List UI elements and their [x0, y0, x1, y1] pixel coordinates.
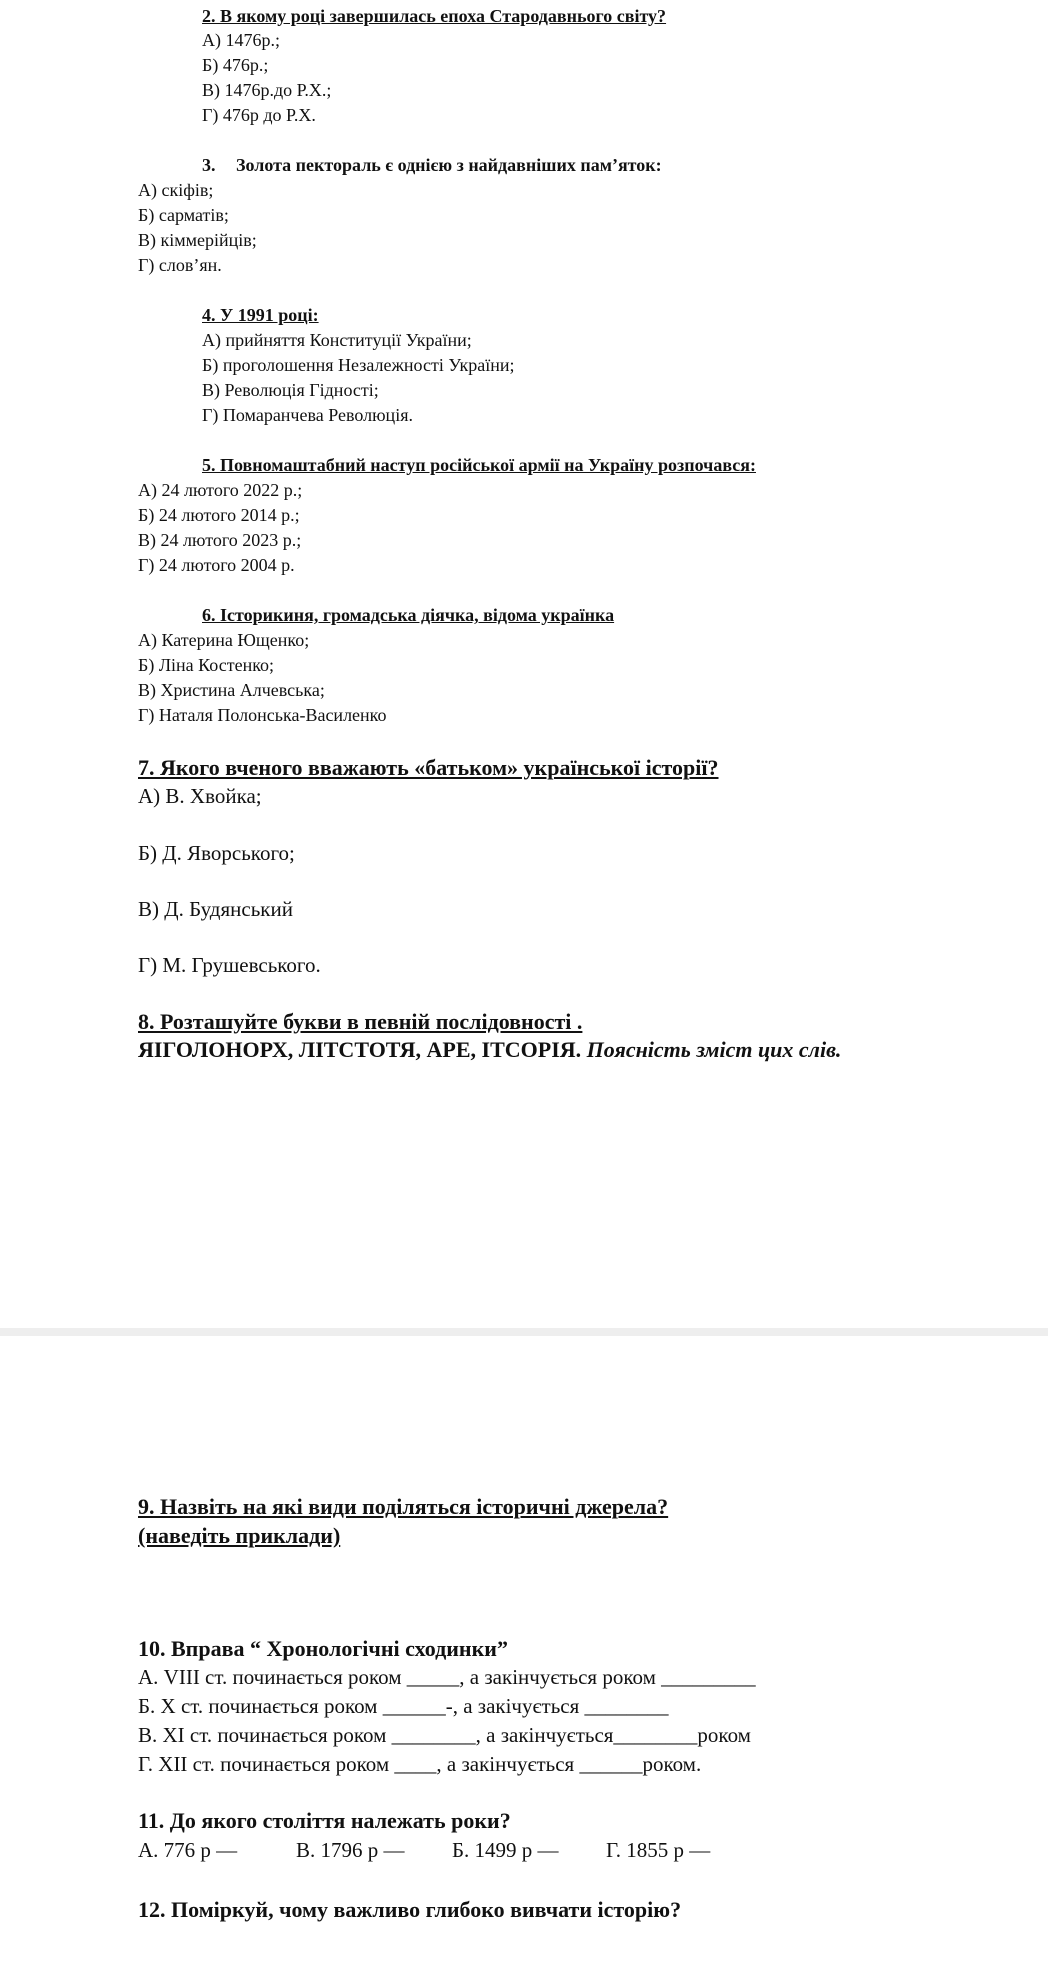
question-3-title: Золота пектораль є однією з найдавніших пам’яток:	[236, 155, 662, 175]
option: В) 1476р.до Р.Х.;	[202, 80, 332, 100]
question-12-title: 12. Поміркуй, чому важливо глибоко вивчати історію?	[138, 1897, 682, 1922]
question-4-title: 4. У 1991 році:	[202, 305, 319, 325]
page-separator	[0, 1328, 1048, 1336]
option: А) прийняття Конституції України;	[202, 330, 472, 350]
question-5-title: 5. Повномаштабний наступ російської армії на Україну розпочався:	[202, 455, 756, 475]
question-8-instruction: Поясність зміст цих слів.	[586, 1037, 842, 1062]
option: Г) Помаранчева Революція.	[202, 405, 413, 425]
option: В) Д. Будянський	[138, 897, 293, 921]
option: Б) 476р.;	[202, 55, 269, 75]
question-7-title: 7. Якого вченого вважають «батьком» української історії?	[138, 755, 719, 780]
year-item: Б. 1499 р —	[452, 1838, 559, 1862]
option: Г) 476р до Р.Х.	[202, 105, 316, 125]
option: В) кіммерійців;	[138, 230, 257, 250]
question-8-body	[138, 1036, 841, 1064]
question-9-title: 9. Назвіть на які види поділяться історичні джерела?	[138, 1494, 669, 1519]
option: А) скіфів;	[138, 180, 214, 200]
year-item: Г. 1855 р —	[606, 1838, 711, 1862]
option: В) Христина Алчевська;	[138, 680, 325, 700]
option: Г) Наталя Полонська-Василенко	[138, 705, 387, 725]
question-11-title: 11. До якого століття належать роки?	[138, 1808, 511, 1833]
option: Б) Д. Яворського;	[138, 841, 295, 865]
option: В) 24 лютого 2023 р.;	[138, 530, 302, 550]
option: Б) сарматів;	[138, 205, 229, 225]
question-3-number: 3.	[202, 155, 216, 175]
option: Г) М. Грушевського.	[138, 953, 321, 977]
question-6-title: 6. Історикиня, громадська діячка, відома українка	[202, 605, 615, 625]
exercise-line: А. VIII ст. починається роком _____, а закінчується роком _________	[138, 1665, 756, 1689]
question-9-subtitle: (наведіть приклади)	[138, 1523, 341, 1548]
option: Б) проголошення Незалежності України;	[202, 355, 515, 375]
question-8-title: 8. Розташуйте букви в певній послідовності .	[138, 1009, 583, 1034]
scrambled-words: ЯІГОЛОНОРХ, ЛІТСТОТЯ, АРЕ, ІТСОРІЯ.	[138, 1037, 582, 1062]
option: А) В. Хвойка;	[138, 784, 262, 808]
exercise-line: Б. Х ст. починається роком ______-, а закічується ________	[138, 1694, 669, 1718]
question-2-title: 2. В якому році завершилась епоха Стародавнього світу?	[202, 6, 667, 26]
option: Б) 24 лютого 2014 р.;	[138, 505, 300, 525]
question-10-title: 10. Вправа “ Хронологічні сходинки”	[138, 1636, 508, 1661]
option: Б) Ліна Костенко;	[138, 655, 275, 675]
option: А) 24 лютого 2022 р.;	[138, 480, 303, 500]
option: А) 1476р.;	[202, 30, 280, 50]
option: Г) 24 лютого 2004 р.	[138, 555, 295, 575]
option: Г) слов’ян.	[138, 255, 222, 275]
exercise-line: Г. ХІІ ст. починається роком ____, а закінчується ______роком.	[138, 1752, 702, 1776]
option: В) Революція Гідності;	[202, 380, 379, 400]
option: А) Катерина Ющенко;	[138, 630, 310, 650]
exercise-line: В. ХІ ст. починається роком ________, а закінчується________роком	[138, 1723, 751, 1747]
year-item: А. 776 р —	[138, 1838, 238, 1862]
year-item: В. 1796 р —	[296, 1838, 405, 1862]
page-2	[0, 1336, 1048, 1981]
